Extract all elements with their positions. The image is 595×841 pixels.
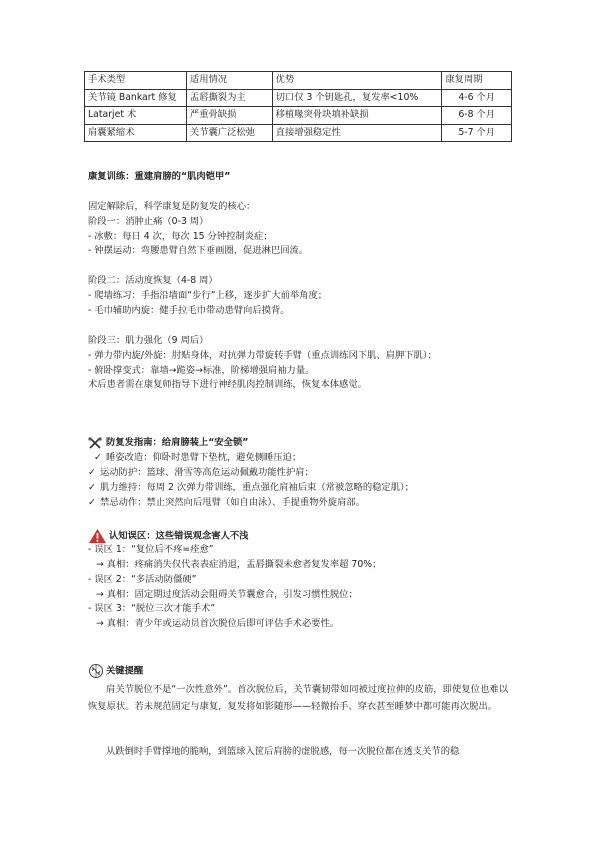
rehab-section — [88, 170, 437, 393]
table-cell: 直接增强稳定性 — [272, 124, 442, 142]
list-item: ✓ 睡姿改造：仰卧时患臂下垫枕，避免侧睡压迫； — [88, 451, 414, 466]
stage-heading: 阶段三：肌力强化（9 周后） — [88, 334, 209, 346]
list-item: ✓ 运动防护：篮球、滑雪等高危运动佩戴功能性护肩； — [88, 466, 414, 481]
table-cell: 切口仅 3 个钥匙孔，复发率<10% — [272, 89, 442, 107]
stage-heading: 阶段一：消肿止痛（0-3 周） — [88, 215, 209, 227]
truth-item: → 真相：固定期过度活动会阻碍关节囊愈合，引发习惯性脱位； — [96, 588, 358, 600]
table-row — [85, 89, 512, 107]
paragraph-text: 从跌倒时手臂撑地的脆响，到篮球入筐后肩膀的虚脱感，每一次脱位都在透支关节的稳 — [106, 746, 460, 757]
prevention-section — [88, 436, 414, 510]
check-icon: ✓ — [94, 451, 102, 463]
spacer — [88, 259, 437, 274]
table-cell: Latarjet 术 — [85, 107, 187, 125]
list-item: - 爬墙练习：手指沿墙面“步行”上移，逐步扩大前举角度； — [88, 290, 328, 302]
table-cell: 移植喙突骨块填补缺损 — [272, 107, 442, 125]
myth-item: - 误区 1：“复位后不疼=痊愈” — [88, 543, 214, 555]
table-header-cell: 康复周期 — [442, 72, 512, 90]
section-heading — [88, 436, 414, 451]
check-icon: ✓ — [88, 481, 96, 493]
paragraph-text: 术后患者需在康复师指导下进行神经肌肉控制训练，恢复本体感觉。 — [88, 379, 367, 391]
section-heading: 康复训练：重建肩膀的“肌肉铠甲” — [88, 171, 231, 182]
myth-item: - 误区 2：“多活动防僵硬” — [88, 573, 197, 585]
myth-item: - 误区 3：“脱位三次才能手术” — [88, 603, 216, 615]
table-cell: 6-8 个月 — [442, 107, 512, 125]
table-header-cell: 手术类型 — [85, 72, 187, 90]
table-row — [85, 107, 512, 125]
list-item: ✓ 肌力维持：每周 2 次弹力带训练，重点强化肩袖后束（常被忽略的稳定肌）； — [88, 481, 414, 496]
list-item: - 钟摆运动：弯腰患臂自然下垂画圈，促进淋巴回流。 — [88, 245, 309, 257]
crossed-tools-icon — [88, 437, 102, 449]
list-item: ✓ 禁忌动作：禁止突然向后甩臂（如自由泳）、手提重物外旋肩部。 — [88, 496, 414, 511]
list-item: - 弹力带内旋/外旋：肘贴身体，对抗弹力带旋转手臂（重点训练冈下肌、肩胛下肌）； — [88, 349, 437, 361]
surgery-comparison-table — [84, 71, 512, 142]
truth-item: → 真相：疼痛消失仅代表表症消退，盂唇撕裂未愈者复发率超 70%； — [96, 558, 382, 570]
table-cell: 关节囊广泛松弛 — [186, 124, 272, 142]
table-cell: 盂唇撕裂为主 — [186, 89, 272, 107]
myth-section — [88, 528, 381, 632]
section-heading-text: 防复发指南：给肩膀装上“安全锁” — [106, 437, 249, 448]
tip-paragraph — [88, 681, 508, 715]
tip-heading — [88, 663, 143, 678]
table-cell: 5-7 个月 — [442, 124, 512, 142]
list-item: - 冰敷：每日 4 次，每次 15 分钟控制炎症； — [88, 230, 273, 242]
stage-heading: 阶段二：活动度恢复（4-8 周） — [88, 275, 218, 287]
section-heading — [88, 528, 381, 543]
paragraph-text: 肩关节脱位不是“一次性意外”。首次脱位后，关节囊韧带如同被过度拉伸的皮筋，即使复位也难以恢复原状。若未规范固定与康复，复发将如影随形——轻微抬手、穿衣甚至睡梦中都可能再次脱出。 — [88, 684, 508, 712]
table-row — [85, 124, 512, 142]
truth-item: → 真相：青少年或运动员首次脱位后即可评估手术必要性。 — [96, 618, 340, 630]
check-icon: ✓ — [88, 466, 96, 478]
table-cell: 4-6 个月 — [442, 89, 512, 107]
table-header-row — [85, 72, 512, 90]
section-heading-text: 关键提醒 — [106, 665, 144, 677]
paragraph-text: 固定解除后，科学康复是防复发的核心： — [88, 200, 256, 212]
table-header-cell: 适用情况 — [186, 72, 272, 90]
warning-icon — [88, 528, 107, 544]
section-heading-text: 认知误区：这些错误观念害人不浅 — [109, 530, 249, 542]
table-cell: 关节镜 Bankart 修复 — [85, 89, 187, 107]
table-cell: 严重骨缺损 — [186, 107, 272, 125]
check-icon: ✓ — [88, 496, 96, 508]
table-header-cell: 优势 — [272, 72, 442, 90]
spacer — [88, 185, 437, 200]
closing-paragraph — [88, 743, 508, 760]
brain-icon — [88, 663, 104, 679]
table-cell: 肩囊紧缩术 — [85, 124, 187, 142]
spacer — [88, 319, 437, 334]
list-item: - 俯卧撑变式：靠墙→跪姿→标准，阶梯增强肩袖力量。 — [88, 364, 315, 376]
list-item: - 毛巾辅助内旋：健手拉毛巾带动患臂向后摸背。 — [88, 305, 290, 317]
